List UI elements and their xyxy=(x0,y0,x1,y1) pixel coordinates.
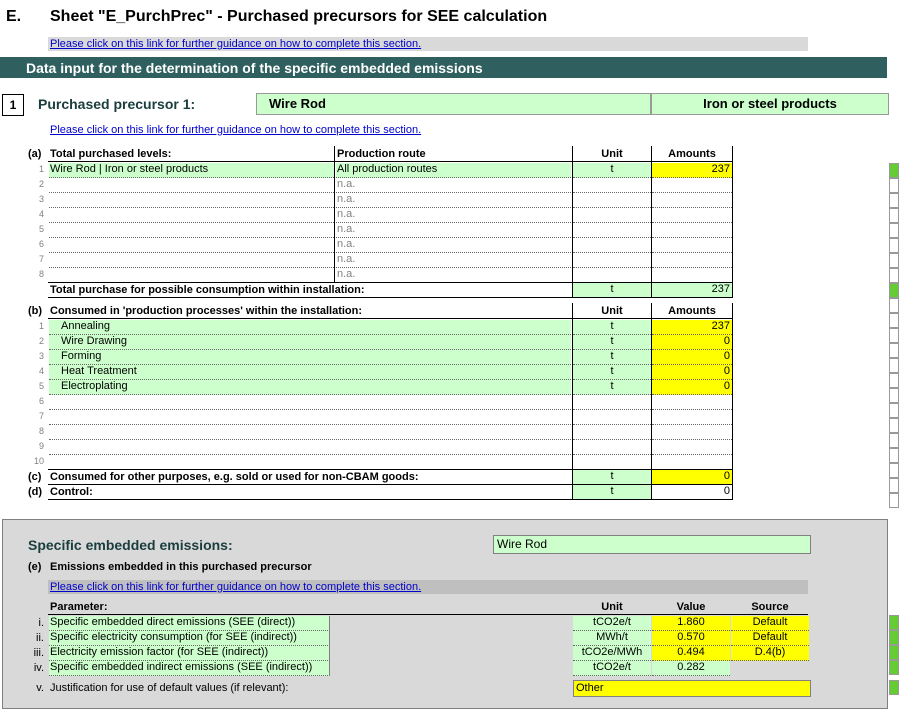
row-status-marker xyxy=(889,178,899,193)
section-c-letter: (c) xyxy=(28,471,42,483)
precursor-category: Iron or steel products xyxy=(703,96,837,111)
row-status-marker xyxy=(889,253,899,268)
process-name-text: Wire Drawing xyxy=(61,335,128,347)
row-number: 1 xyxy=(38,321,44,331)
parameter-name: Specific embedded direct emissions (SEE (direct)) xyxy=(49,616,330,631)
process-name xyxy=(49,335,571,350)
divider xyxy=(48,297,732,298)
row-status-marker xyxy=(889,448,899,463)
production-route[interactable]: n.a. xyxy=(336,253,571,268)
consumed-unit xyxy=(573,440,651,455)
see-product: Wire Rod xyxy=(497,537,548,551)
consumed-amount[interactable] xyxy=(652,410,732,425)
consumed-unit: t xyxy=(573,350,651,365)
justification-field[interactable] xyxy=(573,680,811,697)
section-banner xyxy=(0,57,887,78)
purchased-amount[interactable] xyxy=(652,208,732,223)
see-guidance-bar xyxy=(48,580,808,594)
consumed-unit: t xyxy=(573,335,651,350)
production-route[interactable]: n.a. xyxy=(336,178,571,193)
parameter-source[interactable]: Default xyxy=(731,631,809,646)
section-e-letter: (e) xyxy=(28,561,42,573)
guidance-link[interactable]: Please click on this link for further guidance on how to complete this section. xyxy=(50,38,422,50)
consumed-amount[interactable]: 0 xyxy=(652,365,732,380)
section-a-letter: (a) xyxy=(28,148,42,160)
consumed-unit: t xyxy=(573,320,651,335)
consumed-unit xyxy=(573,455,651,470)
purchased-unit xyxy=(573,178,651,193)
parameter-value[interactable]: 1.860 xyxy=(652,616,730,631)
parameter-unit: tCO2e/MWh xyxy=(573,646,651,661)
purchased-unit xyxy=(573,253,651,268)
row-status-marker xyxy=(889,268,899,283)
precursor-label: Purchased precursor 1: xyxy=(38,96,196,112)
purchased-unit: t xyxy=(573,163,651,178)
parameter-source[interactable]: Default xyxy=(731,616,809,631)
production-route[interactable]: n.a. xyxy=(336,268,571,283)
parameter-name: Specific electricity consumption (for SEE (indirect)) xyxy=(49,631,330,646)
row-status-marker xyxy=(889,463,899,478)
production-route[interactable]: n.a. xyxy=(336,193,571,208)
row-number: 1 xyxy=(38,164,44,174)
purchased-amount[interactable] xyxy=(652,253,732,268)
parameter-number: i. xyxy=(38,617,44,629)
purchased-item-name[interactable] xyxy=(49,178,334,193)
section-c-amount[interactable]: 0 xyxy=(652,470,732,484)
banner-title: Data input for the determination of the specific embedded emissions xyxy=(26,60,483,76)
process-name xyxy=(49,320,571,335)
justification-value: Other xyxy=(576,682,604,694)
row-number: 10 xyxy=(33,456,44,466)
parameter-number: iii. xyxy=(33,647,44,659)
row-number: 7 xyxy=(38,254,44,264)
justification-number: v. xyxy=(36,682,44,694)
divider xyxy=(732,146,733,298)
row-status-marker xyxy=(889,615,899,630)
section-d-letter: (d) xyxy=(28,486,43,498)
process-name xyxy=(49,425,571,440)
purchased-unit xyxy=(573,193,651,208)
parameter-unit: tCO2e/t xyxy=(573,661,651,676)
process-name xyxy=(49,440,571,455)
consumed-amount[interactable]: 0 xyxy=(652,380,732,395)
consumed-unit xyxy=(573,395,651,410)
divider xyxy=(48,161,732,162)
divider xyxy=(732,303,733,500)
row-status-marker xyxy=(889,343,899,358)
purchased-amount[interactable] xyxy=(652,268,732,283)
parameter-name: Electricity emission factor (for SEE (indirect)) xyxy=(49,646,330,661)
row-number: 8 xyxy=(38,269,44,279)
divider xyxy=(334,146,335,282)
consumed-unit: t xyxy=(573,380,651,395)
row-status-marker xyxy=(889,298,899,313)
row-status-marker xyxy=(889,313,899,328)
col-amounts-a: Amounts xyxy=(668,148,716,160)
section-b-title: Consumed in 'production processes' within the installation: xyxy=(50,305,363,317)
col-amounts-b: Amounts xyxy=(668,305,716,317)
section-b-letter: (b) xyxy=(28,305,43,317)
consumed-amount[interactable]: 0 xyxy=(652,350,732,365)
row-status-marker xyxy=(889,208,899,223)
row-number: 5 xyxy=(38,224,44,234)
row-status-marker xyxy=(889,478,899,493)
row-status-marker xyxy=(889,630,899,645)
parameter-number: iv. xyxy=(33,662,44,674)
purchased-amount[interactable] xyxy=(652,178,732,193)
production-route[interactable]: All production routes xyxy=(336,163,571,178)
consumed-amount[interactable] xyxy=(652,455,732,470)
process-name-text: Forming xyxy=(61,350,102,362)
see-guidance-link[interactable]: Please click on this link for further guidance on how to complete this section. xyxy=(50,581,422,593)
section-d-unit: t xyxy=(573,485,651,499)
row-number: 9 xyxy=(38,441,44,451)
purchased-amount[interactable] xyxy=(652,193,732,208)
row-number: 7 xyxy=(38,411,44,421)
col-unit-b: Unit xyxy=(601,305,623,317)
parameter-value[interactable]: 0.494 xyxy=(652,646,730,661)
process-name-text: Heat Treatment xyxy=(61,365,137,377)
row-number: 2 xyxy=(38,179,44,189)
precursor-category-field[interactable] xyxy=(651,93,889,115)
parameter-source[interactable]: D.4(b) xyxy=(731,646,809,661)
justification-label: Justification for use of default values (if relevant): xyxy=(50,682,289,694)
section-letter: E. xyxy=(6,8,22,25)
production-route[interactable]: n.a. xyxy=(336,238,571,253)
consumed-unit: t xyxy=(573,365,651,380)
precursor-guidance-link[interactable]: Please click on this link for further guidance on how to complete this section. xyxy=(50,124,422,136)
row-status-marker xyxy=(889,680,899,695)
purchased-item-name[interactable] xyxy=(49,208,334,223)
row-number: 6 xyxy=(38,239,44,249)
consumed-unit xyxy=(573,425,651,440)
purchased-amount[interactable]: 237 xyxy=(652,163,732,178)
row-status-marker xyxy=(889,493,899,508)
purchased-unit xyxy=(573,268,651,283)
row-number: 4 xyxy=(38,209,44,219)
row-status-marker xyxy=(889,193,899,208)
row-status-marker xyxy=(889,418,899,433)
row-status-marker xyxy=(889,358,899,373)
page-title: Sheet "E_PurchPrec" - Purchased precursors for SEE calculation xyxy=(50,8,548,25)
section-d-label: Control: xyxy=(50,486,93,498)
consumed-amount[interactable] xyxy=(652,440,732,455)
consumed-amount[interactable] xyxy=(652,395,732,410)
parameter-unit: tCO2e/t xyxy=(573,616,651,631)
section-d-amount: 0 xyxy=(723,485,730,497)
section-c-label: Consumed for other purposes, e.g. sold or used for non-CBAM goods: xyxy=(50,471,419,483)
row-number: 2 xyxy=(38,336,44,346)
process-name xyxy=(49,365,571,380)
row-status-marker xyxy=(889,328,899,343)
row-status-marker xyxy=(889,388,899,403)
row-status-marker xyxy=(889,373,899,388)
total-amount: 237 xyxy=(652,283,732,297)
row-number: 3 xyxy=(38,351,44,361)
see-product-field xyxy=(493,535,811,554)
row-status-marker xyxy=(889,163,899,178)
purchased-item-name[interactable] xyxy=(49,268,334,283)
precursor-name-field[interactable] xyxy=(256,93,651,115)
process-name xyxy=(49,410,571,425)
purchased-amount[interactable] xyxy=(652,223,732,238)
purchased-unit xyxy=(573,238,651,253)
row-number: 6 xyxy=(38,396,44,406)
row-status-marker xyxy=(889,403,899,418)
process-name xyxy=(49,350,571,365)
purchased-unit xyxy=(573,223,651,238)
precursor-name: Wire Rod xyxy=(269,96,326,111)
consumed-amount[interactable]: 237 xyxy=(652,320,732,335)
parameter-number: ii. xyxy=(36,632,44,644)
row-status-marker xyxy=(889,283,899,298)
purchased-item-name[interactable] xyxy=(49,223,334,238)
row-status-marker xyxy=(889,433,899,448)
production-route[interactable]: n.a. xyxy=(336,223,571,238)
section-e-title: Emissions embedded in this purchased precursor xyxy=(50,561,312,573)
see-title: Specific embedded emissions: xyxy=(28,537,233,553)
total-unit: t xyxy=(573,283,651,297)
col-unit-e: Unit xyxy=(601,601,623,613)
process-name-text: Electroplating xyxy=(61,380,128,392)
consumed-amount[interactable] xyxy=(652,425,732,440)
parameter-name: Specific embedded indirect emissions (SEE (indirect)) xyxy=(49,661,330,676)
process-name xyxy=(49,395,571,410)
process-name xyxy=(49,380,571,395)
col-value-e: Value xyxy=(676,601,706,613)
production-route[interactable]: n.a. xyxy=(336,208,571,223)
process-name xyxy=(49,455,571,470)
purchased-item-name[interactable]: Wire Rod | Iron or steel products xyxy=(49,163,334,178)
consumed-amount[interactable]: 0 xyxy=(652,335,732,350)
row-number: 4 xyxy=(38,366,44,376)
total-label: Total purchase for possible consumption within installation: xyxy=(50,284,365,296)
process-name-text: Annealing xyxy=(61,320,110,332)
row-number: 5 xyxy=(38,381,44,391)
purchased-item-name[interactable] xyxy=(49,238,334,253)
consumed-unit xyxy=(573,410,651,425)
col-source-e: Source xyxy=(751,601,789,613)
guidance-bar xyxy=(48,37,808,51)
row-status-marker xyxy=(889,223,899,238)
parameter-unit: MWh/t xyxy=(573,631,651,646)
row-number: 3 xyxy=(38,194,44,204)
parameter-value: 0.282 xyxy=(652,661,730,676)
divider xyxy=(48,499,732,500)
divider xyxy=(48,318,732,319)
col-production-route: Production route xyxy=(337,148,426,160)
row-status-marker xyxy=(889,660,899,675)
row-status-marker xyxy=(889,645,899,660)
precursor-number: 1 xyxy=(2,94,24,116)
row-status-marker xyxy=(889,238,899,253)
purchased-item-name[interactable] xyxy=(49,253,334,268)
divider xyxy=(48,614,808,615)
purchased-item-name[interactable] xyxy=(49,193,334,208)
purchased-amount[interactable] xyxy=(652,238,732,253)
purchased-unit xyxy=(573,208,651,223)
section-a-title: Total purchased levels: xyxy=(50,148,172,160)
parameter-value[interactable]: 0.570 xyxy=(652,631,730,646)
col-parameter: Parameter: xyxy=(50,601,108,613)
section-c-unit: t xyxy=(573,470,651,484)
col-unit-a: Unit xyxy=(601,148,623,160)
row-number: 8 xyxy=(38,426,44,436)
